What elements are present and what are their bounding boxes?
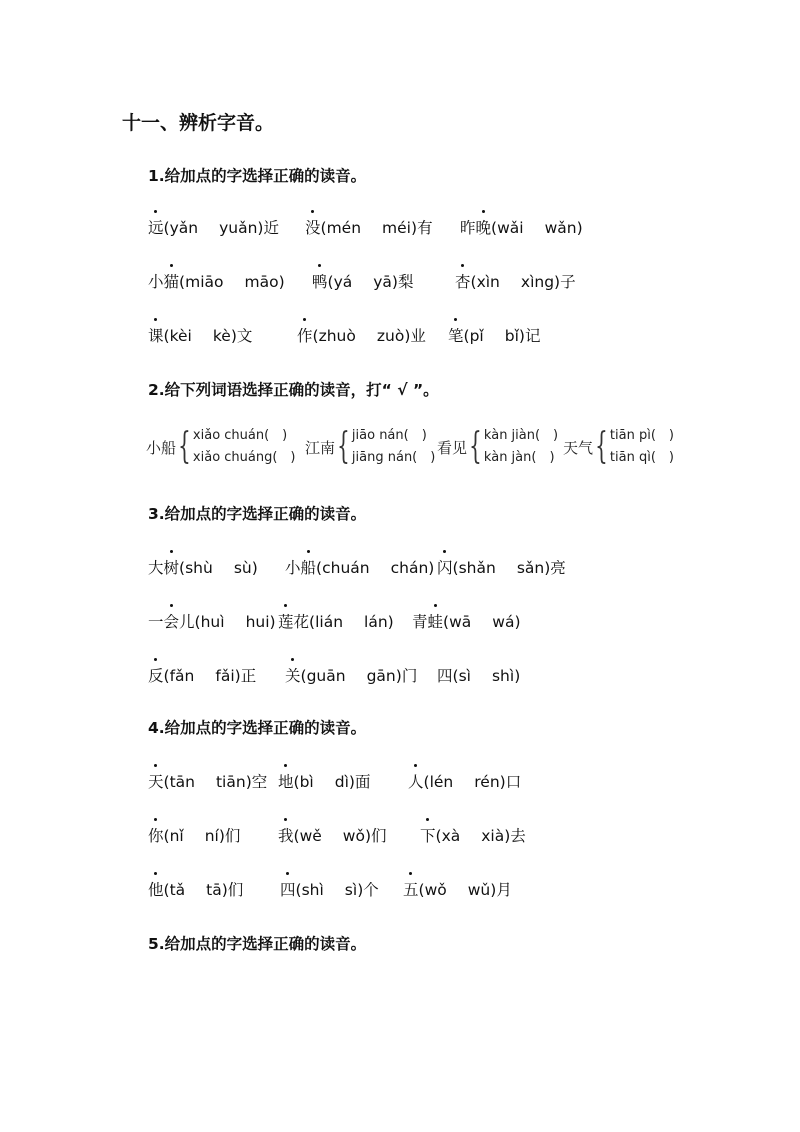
q1-item [148,324,252,346]
pinyin-choice[interactable]: tiān qì( ) [609,450,674,465]
close-paren: ) [499,773,506,791]
close-paren: ) [245,773,252,791]
trailing-char: 梨 [397,273,414,291]
open-paren: ( [163,881,170,899]
dotted-char: 蛙 [428,610,444,632]
pinyin-option-a[interactable]: guān [306,667,346,685]
prefix-char: 青 [412,613,428,631]
pinyin-choice[interactable]: kàn jiàn( ) [483,428,559,443]
dotted-char: 他 [148,878,164,900]
dotted-char: 下 [420,824,436,846]
word-group [437,425,558,469]
pinyin-option-a[interactable]: shǎn [458,559,496,577]
pinyin-option-a[interactable]: lián [315,613,344,631]
pinyin-choice[interactable]: xiǎo chuáng( ) [192,450,296,465]
q2-title: 2.给下列词语选择正确的读音，打“ √ ”。 [148,381,439,399]
dotted-char: 会 [164,610,180,632]
pinyin-choice[interactable]: tiān pì( ) [609,428,674,443]
pinyin-option-a[interactable]: sì [458,667,471,685]
dotted-char: 四 [280,878,296,900]
close-paren: ) [357,881,364,899]
pinyin-option-b[interactable]: tā [206,881,222,899]
open-paren: ( [293,827,300,845]
q3-item [285,664,417,686]
open-paren: ( [295,881,302,899]
close-paren: ) [278,273,285,291]
brace-glyph: { [469,426,482,467]
trailing-char: 文 [236,327,253,345]
pinyin-option-b[interactable]: ní [204,827,219,845]
q3-title: 3.给加点的字选择正确的读音。 [148,505,367,523]
pinyin-option-a[interactable]: bì [299,773,314,791]
prefix-char: 大 [148,559,164,577]
group-word: 小船 [146,438,177,457]
open-paren: ( [327,273,334,291]
q3-item [285,556,434,578]
prefix-char: 小 [148,273,164,291]
open-paren: ( [418,881,425,899]
q1-item [297,324,426,346]
pinyin-choice[interactable]: jiāo nán( ) [351,428,427,443]
pinyin-option-b[interactable]: kè [212,327,231,345]
open-paren: ( [163,667,170,685]
q1-item [305,216,433,238]
open-paren: ( [491,219,498,237]
open-paren: ( [194,613,201,631]
q1-item [455,270,576,292]
pinyin-option-b[interactable]: bǐ [504,327,519,345]
pinyin-option-b[interactable]: māo [244,273,279,291]
pinyin-option-a[interactable]: yǎn [169,219,199,237]
pinyin-option-b[interactable]: wǎn [544,219,577,237]
q3-item [148,556,258,578]
pinyin-option-a[interactable]: xìn [476,273,500,291]
open-paren: ( [163,827,170,845]
pinyin-option-a[interactable]: xà [441,827,461,845]
q3-item [437,664,520,686]
open-paren: ( [463,327,470,345]
pinyin-option-b[interactable]: méi [382,219,411,237]
pinyin-option-a[interactable]: mén [326,219,362,237]
q1-item [312,270,414,292]
q4-item [280,878,379,900]
open-paren: ( [300,667,307,685]
close-paren: ) [428,559,435,577]
open-paren: ( [309,613,316,631]
word-group [305,425,435,469]
open-paren: ( [312,327,319,345]
pinyin-option-b[interactable]: sù [233,559,252,577]
trailing-char: 月 [496,881,512,899]
pinyin-option-a[interactable]: wě [299,827,322,845]
pinyin-option-b[interactable]: xìng [520,273,555,291]
q4-title: 4.给加点的字选择正确的读音。 [148,719,367,737]
q3-item [148,610,276,632]
dotted-char: 反 [148,664,164,686]
pinyin-option-b[interactable]: tiān [215,773,246,791]
q4-item [403,878,512,900]
q4-item [408,770,521,792]
trailing-char: 有 [417,219,433,237]
trailing-char: 面 [354,773,371,791]
close-paren: ) [269,613,276,631]
open-paren: ( [163,219,170,237]
group-options [610,425,674,469]
q4-item [148,878,243,900]
close-paren: ) [391,273,398,291]
prefix-char: 一 [148,613,164,631]
trailing-char: 亮 [550,559,566,577]
dotted-char: 我 [278,824,294,846]
open-paren: ( [452,667,459,685]
close-paren: ) [514,613,521,631]
dotted-char: 莲 [278,610,294,632]
pinyin-option-a[interactable]: huì [200,613,225,631]
trailing-char: 近 [263,219,279,237]
pinyin-option-b[interactable]: wá [492,613,515,631]
dotted-char: 天 [148,770,164,792]
pinyin-option-a[interactable]: miāo [185,273,224,291]
pinyin-option-a[interactable]: wǎi [497,219,524,237]
group-options [484,425,558,469]
close-paren: ) [411,219,418,237]
group-word: 江南 [305,438,336,457]
pinyin-option-b[interactable]: fǎi [215,667,235,685]
word-group [146,425,296,469]
dotted-char: 杏 [455,270,471,292]
q1-item [460,216,583,238]
pinyin-option-b[interactable]: zuò [376,327,405,345]
trailing-char: 们 [224,827,241,845]
close-paren: ) [544,559,551,577]
open-paren: ( [423,773,430,791]
pinyin-option-b[interactable]: wǒ [342,827,365,845]
q1-title: 1.给加点的字选择正确的读音。 [148,167,367,185]
trailing-char: 正 [240,667,257,685]
close-paren: ) [576,219,583,237]
pinyin-option-a[interactable]: kèi [169,327,192,345]
pinyin-option-a[interactable]: yá [333,273,353,291]
group-word: 天气 [563,438,594,457]
close-paren: ) [554,273,561,291]
q3-item [148,664,256,686]
trailing-char: 口 [505,773,522,791]
close-paren: ) [364,827,372,845]
pinyin-option-b[interactable]: yuǎn [219,219,258,237]
pinyin-option-b[interactable]: gān [366,667,396,685]
group-options [352,425,435,469]
group-options [193,425,296,469]
brace-glyph: { [337,426,350,467]
pinyin-option-a[interactable]: fǎn [169,667,195,685]
brace-glyph: { [178,426,191,467]
pinyin-choice[interactable]: kàn jàn( ) [483,450,555,465]
dotted-char: 地 [278,770,294,792]
q4-item [148,770,267,792]
pinyin-option-b[interactable]: shì [491,667,515,685]
pinyin-option-b[interactable]: hui [245,613,270,631]
close-paren: ) [387,613,394,631]
q4-item [278,824,387,846]
pinyin-option-a[interactable]: tǎ [169,881,186,899]
trailing-char: 业 [410,327,426,345]
trailing-char: 个 [363,881,379,899]
open-paren: ( [293,773,300,791]
dotted-char: 没 [305,216,321,238]
q1-item [148,270,285,292]
pinyin-option-a[interactable]: lén [429,773,454,791]
pinyin-option-b[interactable]: lán [364,613,388,631]
open-paren: ( [163,773,170,791]
dotted-char: 船 [301,556,317,578]
close-paren: ) [234,667,241,685]
close-paren: ) [251,559,258,577]
suffix-char: 花 [293,613,310,631]
pinyin-option-a[interactable]: wā [449,613,472,631]
open-paren: ( [470,273,477,291]
pinyin-option-a[interactable]: chuán [322,559,370,577]
q1-item [448,324,540,346]
pinyin-option-a[interactable]: wǒ [424,881,447,899]
prefix-char: 小 [285,559,301,577]
q3-item [278,610,394,632]
dotted-char: 树 [164,556,180,578]
pinyin-option-a[interactable]: zhuò [318,327,356,345]
open-paren: ( [179,559,186,577]
dotted-char: 五 [403,878,419,900]
open-paren: ( [320,219,327,237]
dotted-char: 关 [285,664,301,686]
pinyin-option-b[interactable]: yā [373,273,392,291]
pinyin-option-b[interactable]: dì [334,773,349,791]
open-paren: ( [443,613,450,631]
dotted-char: 课 [148,324,164,346]
dotted-char: 闪 [437,556,453,578]
group-word: 看见 [437,438,468,457]
q4-item [148,824,240,846]
close-paren: ) [348,773,355,791]
close-paren: ) [518,327,525,345]
dotted-char: 远 [148,216,164,238]
pinyin-option-b[interactable]: rén [474,773,500,791]
prefix-char: 昨 [460,219,476,237]
suffix-char: 儿 [179,613,195,631]
pinyin-option-b[interactable]: chán [390,559,429,577]
close-paren: ) [230,327,237,345]
pinyin-option-a[interactable]: shì [301,881,324,899]
dotted-char: 你 [148,824,164,846]
open-paren: ( [163,327,170,345]
q4-item [278,770,370,792]
trailing-char: 去 [510,827,526,845]
word-group [563,425,674,469]
trailing-char: 门 [401,667,418,685]
q3-item [412,610,521,632]
close-paren: ) [221,881,228,899]
dotted-char: 笔 [448,324,464,346]
close-paren: ) [404,327,411,345]
q5-title: 5.给加点的字选择正确的读音。 [148,935,367,953]
pinyin-option-a[interactable]: nǐ [169,827,184,845]
open-paren: ( [435,827,442,845]
pinyin-option-b[interactable]: sì [344,881,358,899]
open-paren: ( [316,559,323,577]
pinyin-option-a[interactable]: shù [185,559,213,577]
trailing-char: 空 [251,773,268,791]
close-paren: ) [395,667,402,685]
close-paren: ) [218,827,225,845]
close-paren: ) [514,667,521,685]
close-paren: ) [257,219,264,237]
pinyin-option-b[interactable]: sǎn [516,559,545,577]
pinyin-option-b[interactable]: xià [481,827,505,845]
open-paren: ( [179,273,186,291]
brace-glyph: { [595,426,608,467]
prefix-char: 四 [437,667,453,685]
close-paren: ) [490,881,497,899]
q3-item [437,556,566,578]
q1-item [148,216,279,238]
dotted-char: 作 [297,324,313,346]
dotted-char: 人 [408,770,424,792]
dotted-char: 猫 [164,270,180,292]
q4-item [420,824,526,846]
pinyin-option-a[interactable]: tān [169,773,195,791]
pinyin-choice[interactable]: xiǎo chuán( ) [192,428,288,443]
pinyin-option-b[interactable]: wǔ [467,881,491,899]
trailing-char: 们 [227,881,244,899]
close-paren: ) [504,827,511,845]
page-title: 十一、辨析字音。 [122,112,275,134]
trailing-char: 们 [371,827,387,845]
pinyin-option-a[interactable]: pǐ [469,327,484,345]
open-paren: ( [452,559,459,577]
pinyin-choice[interactable]: jiāng nán( ) [351,450,436,465]
dotted-char: 鸭 [312,270,328,292]
trailing-char: 记 [524,327,541,345]
dotted-char: 晚 [476,216,492,238]
trailing-char: 子 [560,273,576,291]
